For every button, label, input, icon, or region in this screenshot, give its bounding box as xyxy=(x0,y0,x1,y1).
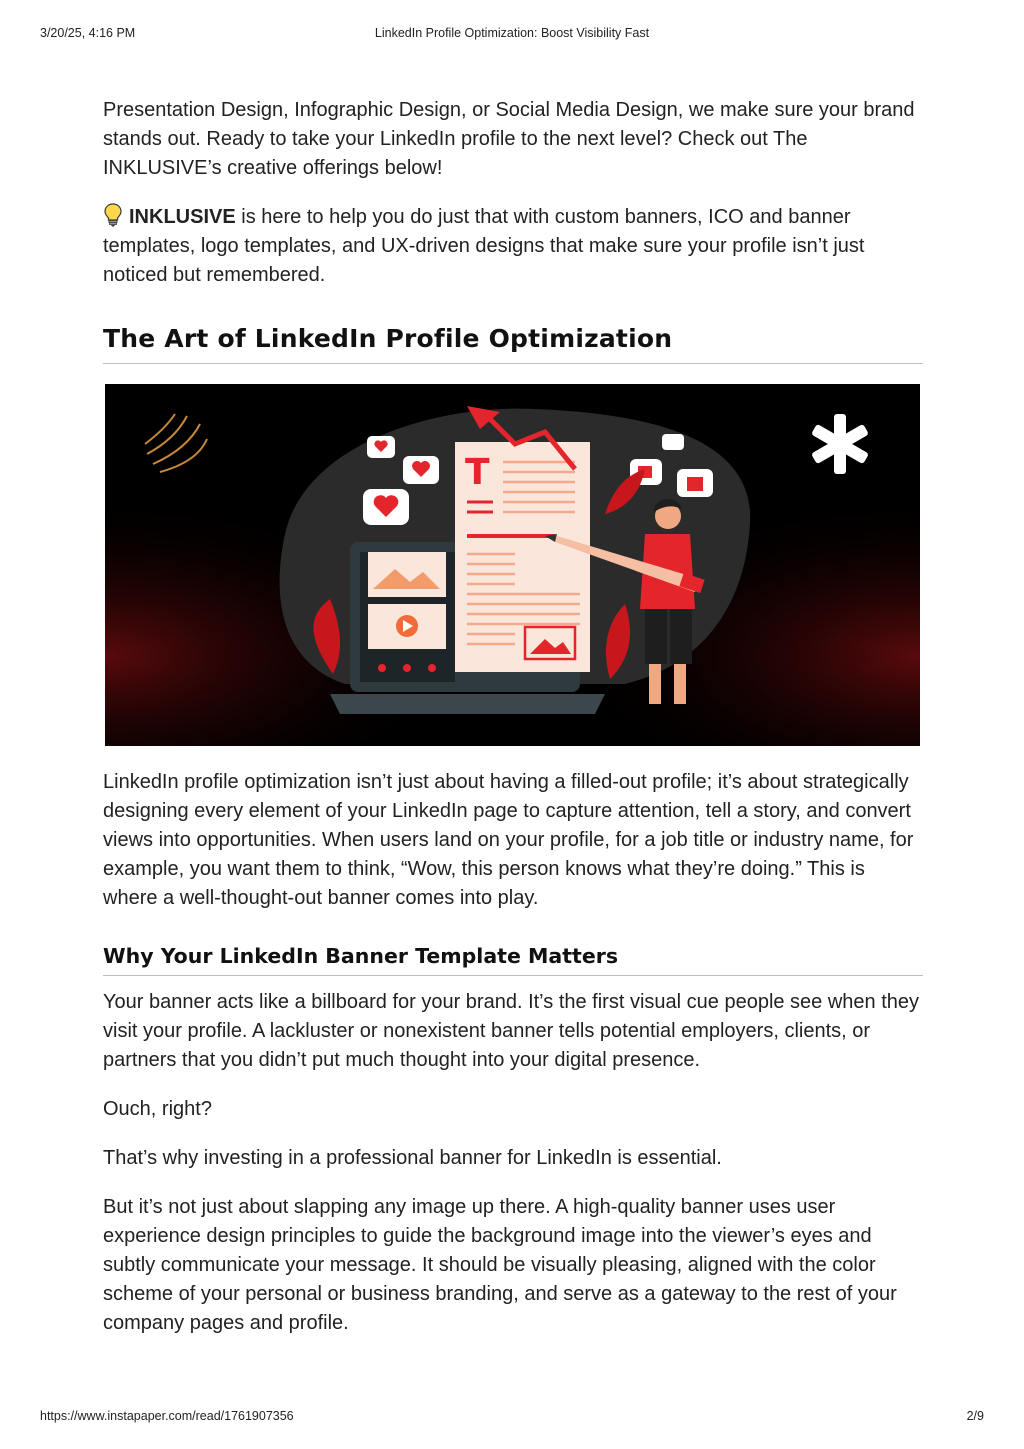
print-footer xyxy=(40,1409,984,1425)
paragraph-1: LinkedIn profile optimization isn’t just about having a filled-out profile; it’s about strategically designing every element of your LinkedIn page to capture attention, tell a story, and convert views into opportunities. When users land on your profile, for a job title or industry name, for example, you want them to think, “Wow, this person knows what they’re doing.” This is where a well-thought-out banner comes into play. xyxy=(103,771,914,909)
article-body xyxy=(103,96,923,1358)
callout-brand: INKLUSIVE xyxy=(129,206,236,228)
hero-illustration xyxy=(105,384,920,746)
lightbulb-icon xyxy=(103,203,123,227)
intro-paragraph: Presentation Design, Infographic Design, or Social Media Design, we make sure your brand stands out. Ready to take your LinkedIn profile to the next level? Check out The INKLUSIVE’s creative offerings below! xyxy=(103,99,915,179)
heading-profile-optimization: The Art of LinkedIn Profile Optimization xyxy=(103,324,923,364)
print-title: LinkedIn Profile Optimization: Boost Visibility Fast xyxy=(374,26,650,40)
heading-banner-template: Why Your LinkedIn Banner Template Matters xyxy=(103,943,923,976)
svg-text:T: T xyxy=(465,452,490,493)
page-number: 2/9 xyxy=(966,1409,984,1423)
paragraph-2: Your banner acts like a billboard for your brand. It’s the first visual cue people see when they visit your profile. A lackluster or nonexistent banner tells potential employers, clients, or partners that you didn’t put much thought into your digital presence. xyxy=(103,991,920,1071)
callout-paragraph xyxy=(103,203,923,290)
paragraph-3: Ouch, right? xyxy=(103,1098,212,1120)
print-datetime: 3/20/25, 4:16 PM xyxy=(40,26,136,40)
paragraph-4: That’s why investing in a professional banner for LinkedIn is essential. xyxy=(103,1147,722,1169)
paragraph-5: But it’s not just about slapping any image up there. A high-quality banner uses user experience design principles to guide the background image into the viewer’s eyes and subtly communicate your message. It should be visually pleasing, aligned with the color scheme of your personal or business branding, and serve as a gateway to the rest of your company pages and profile. xyxy=(103,1196,897,1334)
print-url: https://www.instapaper.com/read/1761907356 xyxy=(40,1409,294,1423)
print-header xyxy=(40,26,984,42)
callout-text: is here to help you do just that with custom banners, ICO and banner templates, logo templates, and UX-driven designs that make sure your profile isn’t just noticed but remembered. xyxy=(103,206,865,286)
